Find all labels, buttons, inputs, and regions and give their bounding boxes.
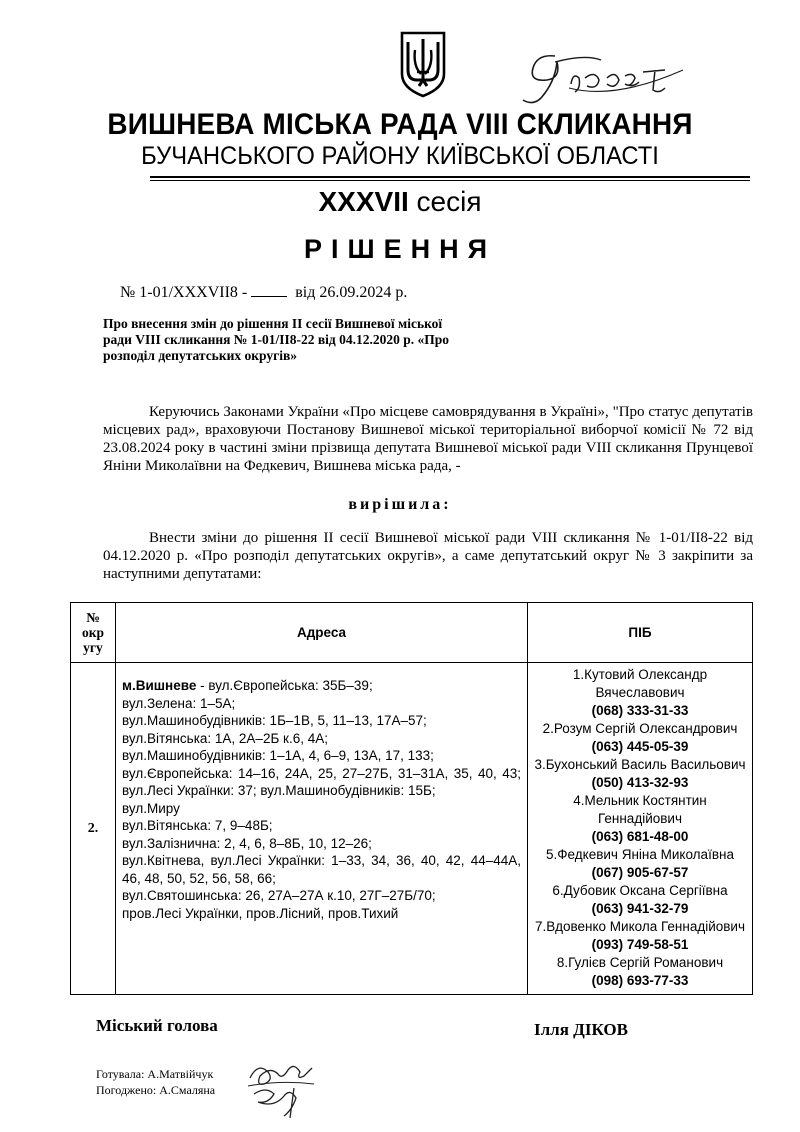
- deputy-name: 7.Вдовенко Микола Геннадійович: [535, 919, 745, 934]
- document-date: від 26.09.2024 р.: [295, 284, 408, 301]
- header-address: Адреса: [116, 603, 528, 663]
- header-num-line2: окр: [81, 625, 105, 640]
- deputy-phone: (050) 413-32-93: [591, 775, 689, 790]
- header-num-line1: №: [86, 610, 100, 625]
- deputy-name: 3.Бухонський Василь Васильович: [534, 757, 746, 772]
- address-line: вул.Європейська: 14–16, 24А, 25, 27–27Б, 31–31А, 35, 40, 43; вул.Лесі Українки: 37; вул.Машинобудівників: 15Б;: [122, 765, 521, 798]
- address-line: вул.Залізнична: 2, 4, 6, 8–8Б, 10, 12–26;: [122, 835, 372, 851]
- deputy-entry: [532, 882, 748, 918]
- mayor-title: Міський голова: [96, 1016, 218, 1035]
- resolved-heading: вирішила:: [348, 496, 452, 513]
- district-number: 2.: [71, 663, 116, 995]
- deputy-entry: [532, 954, 748, 990]
- trident-icon: [399, 30, 447, 98]
- number-blank: [251, 284, 287, 297]
- session-number: XXXVII: [318, 186, 409, 217]
- deputy-name: 8.Гулієв Сергій Романович: [556, 955, 724, 970]
- address-line: пров.Лесі Українки, пров.Лісний, пров.Тихий: [122, 905, 399, 921]
- deputy-entry: [532, 846, 748, 882]
- draft-handwriting-icon: [515, 48, 690, 110]
- decision-title: РІШЕННЯ: [303, 234, 497, 264]
- header-divider-thin: [150, 180, 750, 181]
- address-line: вул.Вітянська: 1А, 2А–2Б к.6, 4А;: [122, 730, 328, 746]
- deputy-phone: (067) 905-67-57: [591, 865, 689, 880]
- table-row: [71, 663, 753, 995]
- intro-paragraph: Керуючись Законами України «Про місцеве самоврядування в Україні», "Про статус депутатів місцевих рад», враховуючи Постанову Вишневої міської територіальної виборчої комісії № 72 від 23.08.2024 року в частині зміни прізвища депутата Вишневої міської ради VIII скликання Прунцевої Яніни Миколаївни на Федкевич, Вишнева міська рада, -: [103, 404, 753, 474]
- address-line: - вул.Європейська: 35Б–39;: [196, 678, 373, 693]
- header-divider: [150, 176, 750, 178]
- session-title: [0, 186, 800, 218]
- deputy-phone: (063) 941-32-79: [591, 901, 689, 916]
- deputy-name: 6.Дубовик Оксана Сергіївна: [552, 883, 728, 898]
- deputy-phone: (068) 333-31-33: [591, 703, 689, 718]
- deputy-name: 5.Федкевич Яніна Миколаївна: [546, 847, 734, 862]
- address-line: вул.Машинобудівників: 1–1А, 4, 6–9, 13А, 17, 133;: [122, 748, 434, 763]
- agreed-by: Погоджено: А.Смаляна: [96, 1083, 216, 1097]
- address-line: вул.Машинобудівників: 1Б–1В, 5, 11–13, 17А–57;: [122, 713, 427, 728]
- council-title: ВИШНЕВА МІСЬКА РАДА VIII СКЛИКАННЯ: [107, 108, 693, 141]
- address-line: вул.Квітнева, вул.Лесі Українки: 1–33, 34, 36, 40, 42, 44–44А, 46, 48, 50, 52, 56, 58, 66;: [122, 853, 521, 886]
- mayor-name: Ілля ДІКОВ: [534, 1020, 628, 1039]
- deputy-entry: [532, 720, 748, 756]
- session-word: сесія: [416, 186, 482, 217]
- header-num-line3: угу: [83, 640, 103, 655]
- deputy-entry: [532, 918, 748, 954]
- deputy-name: 4.Мельник Костянтин Геннадійович: [573, 793, 707, 826]
- district-table: [70, 602, 753, 995]
- deputy-entry: [532, 792, 748, 846]
- district-deputies: [528, 663, 753, 995]
- changes-paragraph: Внести зміни до рішення ІІ сесії Вишневої міської ради VIII скликання № 1-01/ІІ8-22 від 04.12.2020 р. «Про розподіл депутатських округів», а саме депутатський округ № 3 закріпити за наступними депутатами:: [103, 530, 753, 582]
- district-title: БУЧАНСЬКОГО РАЙОНУ КИЇВСЬКОЇ ОБЛАСТІ: [141, 142, 659, 170]
- approval-block: [96, 1066, 215, 1098]
- address-line: вул.Святошинська: 26, 27А–27А к.10, 27Г–27Б/70;: [122, 888, 436, 903]
- header-pib: ПІБ: [528, 603, 753, 663]
- deputy-name: 2.Розум Сергій Олександрович: [542, 721, 738, 736]
- signature-icon: [244, 1058, 316, 1122]
- deputy-phone: (098) 693-77-33: [591, 973, 689, 988]
- document-number-line: [120, 284, 407, 302]
- deputy-phone: (093) 749-58-51: [591, 937, 689, 952]
- prepared-by: Готувала: А.Матвійчук: [96, 1067, 214, 1081]
- deputy-entry: [532, 666, 748, 720]
- draft-stamp: [515, 48, 690, 110]
- document-number: № 1-01/XXXVII8 -: [120, 284, 248, 301]
- deputy-phone: (063) 681-48-00: [591, 829, 689, 844]
- header-district-number: [71, 603, 116, 663]
- address-line: вул.Миру: [122, 800, 180, 816]
- deputy-name: 1.Кутовий Олександр Вячеславович: [572, 667, 708, 700]
- district-address: [116, 663, 528, 995]
- decision-subject: Про внесення змін до рішення ІІ сесії Вишневої міської ради VIII скликання № 1-01/ІІ8-22 від 04.12.2020 р. «Про розподіл депутатських округів»: [103, 316, 450, 363]
- deputy-entry: [532, 756, 748, 792]
- address-line: вул.Вітянська: 7, 9–48Б;: [122, 818, 273, 833]
- deputy-phone: (063) 445-05-39: [591, 739, 689, 754]
- address-town: м.Вишневе: [122, 678, 197, 693]
- address-line: вул.Зелена: 1–5А;: [122, 695, 236, 711]
- table-header-row: [71, 603, 753, 663]
